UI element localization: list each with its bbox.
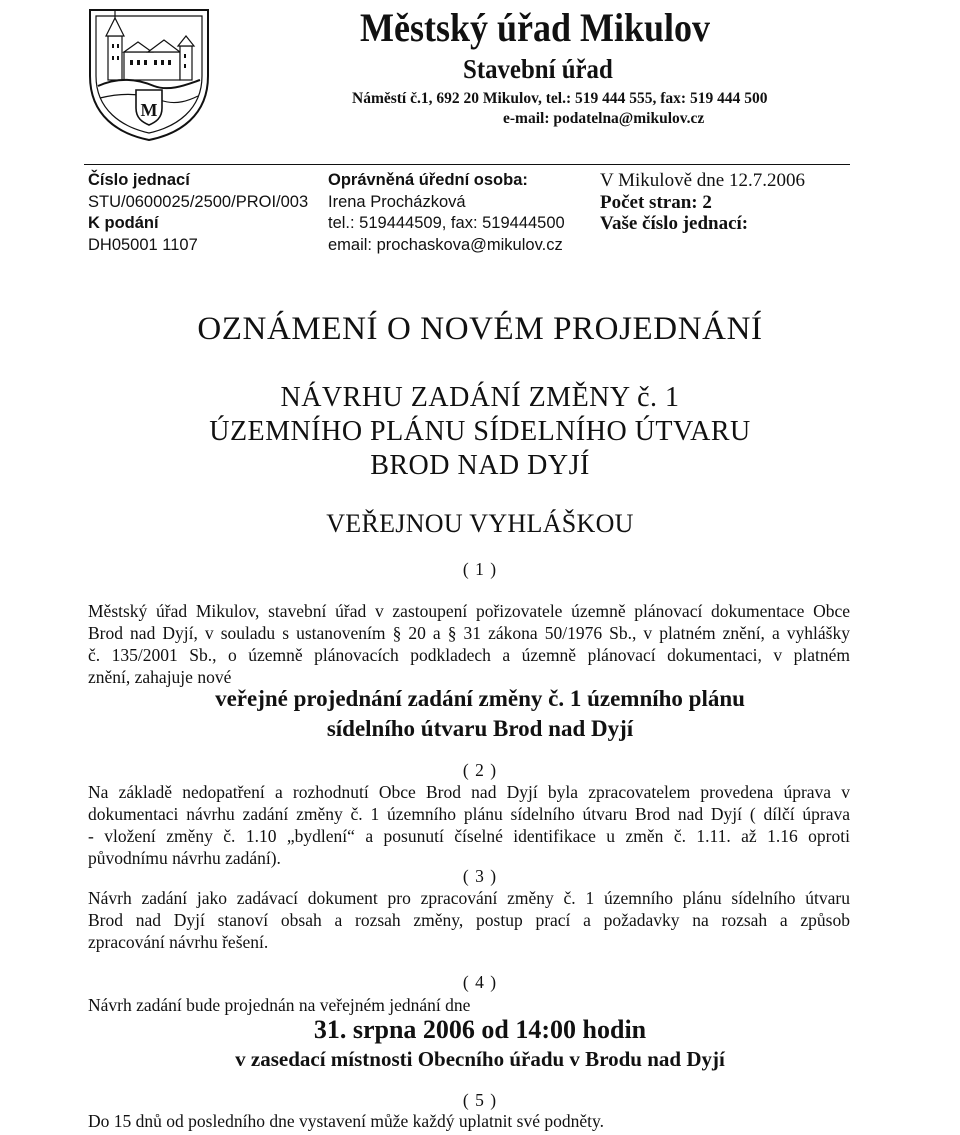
paragraph-line: zpracování návrhu řešení. [88, 932, 269, 952]
section-number: ( 4 ) [462, 972, 498, 992]
reference-column-left [88, 170, 308, 256]
section-number: ( 3 ) [462, 866, 498, 886]
section-1-text [88, 600, 850, 688]
logo-letter: M [140, 100, 158, 120]
department-name: Stavební úřad [463, 54, 613, 84]
emphasis-line-1: veřejné projednání zadání změny č. 1 územního plánu [215, 686, 745, 711]
paragraph-line: znění, zahajuje nové [88, 667, 232, 687]
public-notice-heading: VEŘEJNOU VYHLÁŠKOU [326, 509, 634, 538]
official-label: Oprávněná úřední osoba: [328, 171, 528, 189]
section-3-text [88, 887, 850, 953]
document-title: OZNÁMENÍ O NOVÉM PROJEDNÁNÍ [197, 311, 763, 347]
section-2-text [88, 781, 850, 869]
office-email: e-mail: podatelna@mikulov.cz [503, 110, 705, 127]
paragraph-line: Na základě nedopatření a rozhodnutí Obce Brod nad Dyjí byla zpracovatelem provedena úprava v [88, 782, 850, 802]
paragraph-line: Městský úřad Mikulov, stavební úřad v zastoupení pořizovatele územně plánovací dokumentace Obce [88, 601, 850, 621]
paragraph-line: Návrh zadání jako zadávací dokument pro zpracování změny č. 1 územního plánu sídelního útvaru [88, 888, 850, 908]
reference-label: K podání [88, 214, 159, 233]
paragraph-line: Do 15 dnů od posledního dne vystavení může každý uplatnit své podněty. [88, 1111, 604, 1131]
page-count: Počet stran: 2 [600, 191, 712, 213]
your-reference-label: Vaše číslo jednací: [600, 213, 749, 235]
emphasis-line-2: sídelního útvaru Brod nad Dyjí [326, 716, 634, 741]
section-5-text [88, 1110, 850, 1132]
reference-column-right [600, 170, 805, 235]
official-name: Irena Procházková [328, 192, 466, 211]
header-divider [84, 164, 850, 165]
reference-label: Číslo jednací [88, 171, 190, 189]
document-date: V Mikulově dne 12.7.2006 [600, 170, 805, 191]
paragraph-line: Brod nad Dyjí stanoví obsah a rozsah změny, postup prací a požadavky na rozsah a způsob [88, 910, 850, 930]
office-name: Městský úřad Mikulov [360, 5, 711, 50]
section-number: ( 2 ) [462, 760, 498, 780]
paragraph-line: - vložení změny č. 1.10 „bydlení“ a posunutí číselné identifikace u změn č. 1.11. až 1.16 oproti [88, 826, 850, 846]
section-number: ( 5 ) [462, 1090, 498, 1110]
section-number: ( 1 ) [462, 559, 498, 579]
subtitle-line-1: NÁVRHU ZADÁNÍ ZMĚNY č. 1 [280, 382, 680, 413]
hearing-date: 31. srpna 2006 od 14:00 hodin [313, 1015, 647, 1044]
paragraph-line: Brod nad Dyjí, v souladu s ustanovením § 20 a § 31 zákona 50/1976 Sb., v platném znění, a vyhlášky [88, 623, 850, 643]
subtitle-line-3: BROD NAD DYJÍ [370, 450, 590, 481]
office-address: Náměstí č.1, 692 20 Mikulov, tel.: 519 444 555, fax: 519 444 500 [352, 90, 768, 107]
paragraph-line: dokumentaci návrhu zadání změny č. 1 územního plánu sídelního útvaru Brod nad Dyjí ( dílčí úprava [88, 804, 850, 824]
paragraph-line: Návrh zadání bude projednán na veřejném jednání dne [88, 995, 471, 1015]
subtitle-line-2: ÚZEMNÍHO PLÁNU SÍDELNÍHO ÚTVARU [209, 416, 751, 447]
official-email: email: prochaskova@mikulov.cz [328, 235, 563, 254]
official-phone: tel.: 519444509, fax: 519444500 [328, 214, 565, 233]
mikulov-coat-of-arms-logo [84, 6, 214, 142]
reference-column-middle [328, 170, 565, 256]
section-4-text [88, 994, 850, 1016]
reference-value: STU/0600025/2500/PROI/003 [88, 192, 309, 211]
reference-value: DH05001 1107 [88, 235, 198, 254]
hearing-place: v zasedací místnosti Obecního úřadu v Brodu nad Dyjí [235, 1047, 725, 1071]
paragraph-line: původnímu návrhu zadání). [88, 848, 281, 868]
paragraph-line: č. 135/2001 Sb., o územně plánovacích podkladech a územně plánovací dokumentaci, v platném [88, 645, 850, 665]
